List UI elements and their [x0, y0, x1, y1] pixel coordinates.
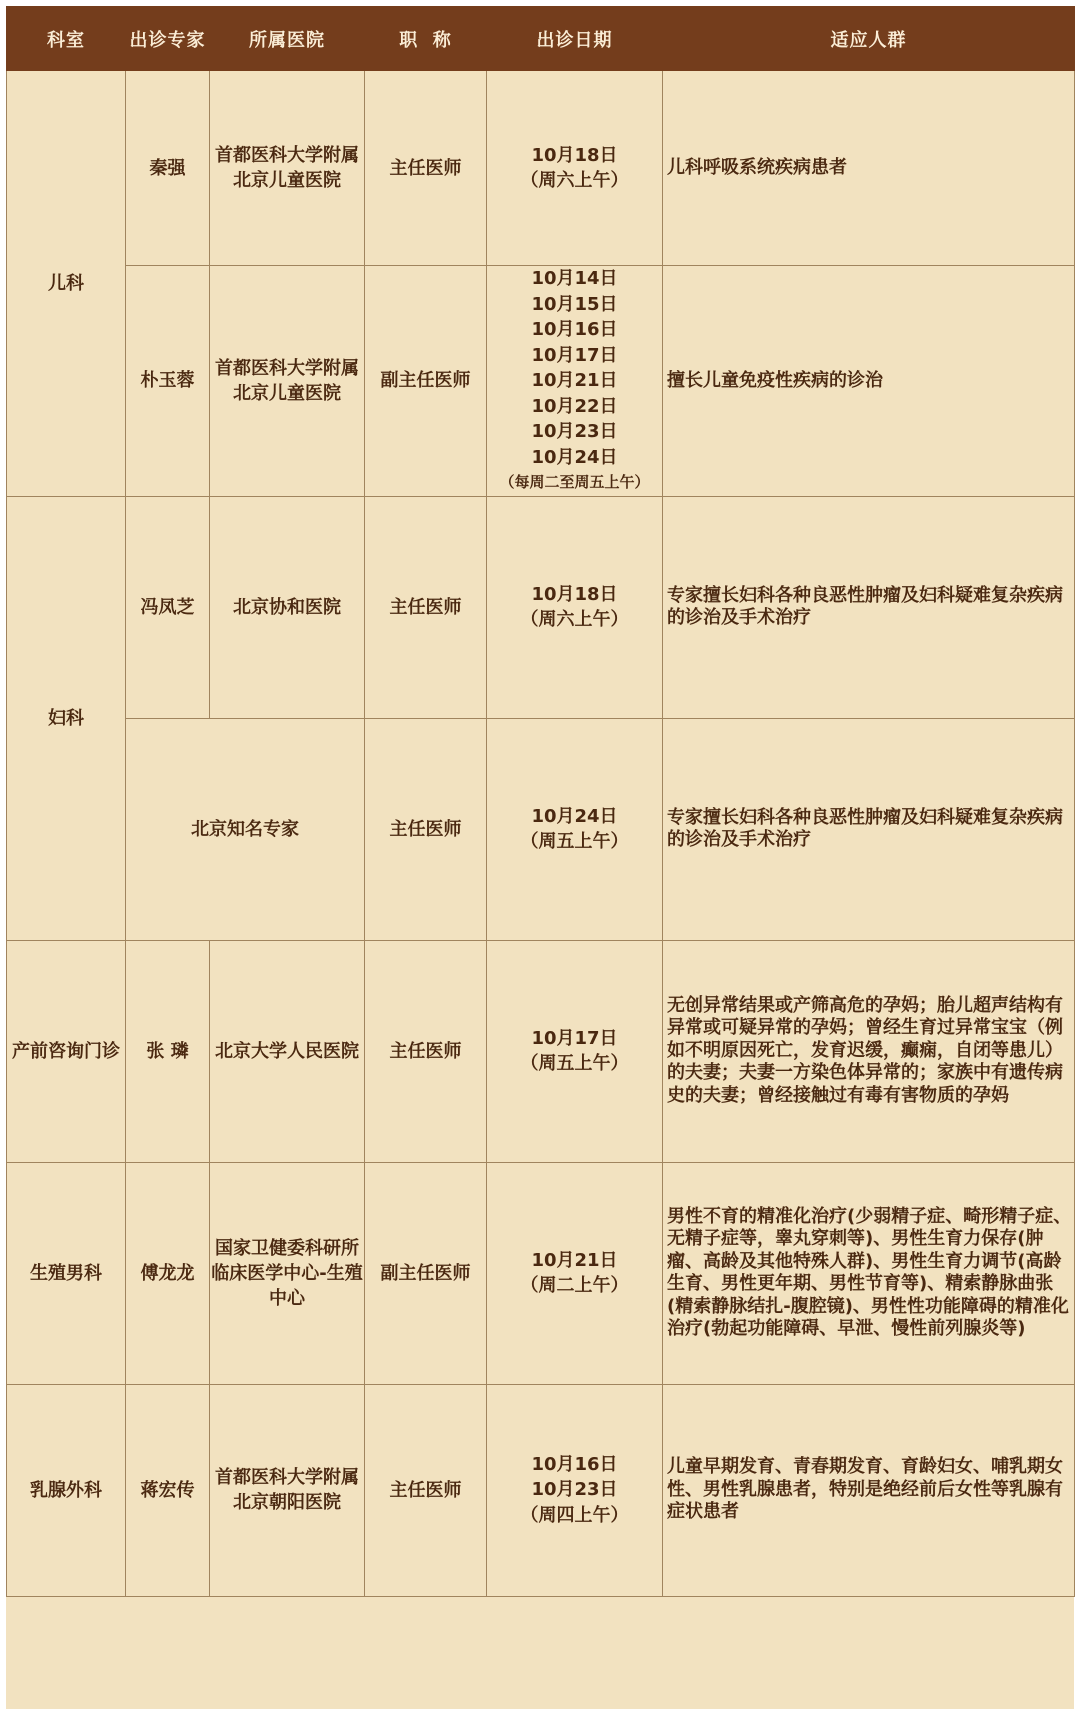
date-note: （每周二至周五上午） [499, 473, 650, 491]
hospital-line: 国家卫健委科研所 [215, 1237, 359, 1259]
date-note: （周五上午） [520, 831, 629, 852]
hospital-line: 北京儿童医院 [233, 170, 341, 191]
hospital-line: 北京大学人民医院 [215, 1040, 359, 1062]
date-line: 10月18日 [531, 583, 618, 605]
table-row [7, 1384, 1075, 1596]
target-cell: 男性不育的精准化治疗(少弱精子症、畸形精子症、无精子症等，睾丸穿刺等)、男性生育力保存(肿瘤、高龄及其他特殊人群)、男性生育力调节(高龄生育、男性更年期、男性节育等)、精索静脉曲张(精索静脉结扎-腹腔镜)、男性性功能障碍的精准化治疗(勃起功能障碍、早泄、慢性前列腺炎等) [663, 1162, 1075, 1384]
clinic-schedule-table [6, 6, 1075, 1597]
dept-cell: 产前咨询门诊 [7, 940, 126, 1162]
hospital-cell [210, 266, 365, 497]
date-line: 10月18日 [531, 144, 618, 166]
hospital-line: 北京儿童医院 [233, 382, 341, 404]
date-cell [487, 940, 663, 1162]
table-row [7, 266, 1075, 497]
expert-hospital-cell: 北京知名专家 [126, 718, 365, 940]
date-note: （周六上午） [520, 170, 629, 191]
date-line: 10月22日 [531, 395, 618, 417]
date-cell [487, 1162, 663, 1384]
date-line: 10月24日 [531, 446, 618, 468]
header-hospital: 所属医院 [210, 7, 365, 71]
date-cell [487, 71, 663, 266]
hospital-cell [210, 1162, 365, 1384]
date-note: （周六上午） [520, 609, 629, 630]
target-cell: 擅长儿童免疫性疾病的诊治 [663, 266, 1075, 497]
date-line: 10月16日 [531, 319, 618, 340]
date-line: 10月14日 [531, 268, 618, 289]
hospital-cell [210, 940, 365, 1162]
title-cell: 主任医师 [365, 71, 487, 266]
table-row [7, 718, 1075, 940]
title-cell: 主任医师 [365, 718, 487, 940]
hospital-line: 北京协和医院 [233, 596, 341, 618]
header-dept: 科室 [7, 7, 126, 71]
expert-cell: 朴玉蓉 [126, 266, 210, 497]
target-cell: 专家擅长妇科各种良恶性肿瘤及妇科疑难复杂疾病的诊治及手术治疗 [663, 496, 1075, 718]
date-note: （周五上午） [520, 1053, 629, 1074]
header-row [7, 7, 1075, 71]
date-line: 10月23日 [531, 1479, 618, 1501]
hospital-line: 首都医科大学附属 [215, 145, 359, 166]
hospital-cell [210, 71, 365, 266]
date-line: 10月17日 [531, 344, 618, 366]
table-row [7, 71, 1075, 266]
date-line: 10月16日 [531, 1453, 618, 1475]
table-row [7, 940, 1075, 1162]
date-cell [487, 496, 663, 718]
title-cell: 副主任医师 [365, 1162, 487, 1384]
hospital-cell [210, 496, 365, 718]
target-cell: 儿童早期发育、青春期发育、育龄妇女、哺乳期女性、男性乳腺患者，特别是绝经前后女性等乳腺有症状患者 [663, 1384, 1075, 1596]
header-title: 职 称 [365, 7, 487, 71]
target-cell: 专家擅长妇科各种良恶性肿瘤及妇科疑难复杂疾病的诊治及手术治疗 [663, 718, 1075, 940]
expert-cell: 冯凤芝 [126, 496, 210, 718]
target-cell: 儿科呼吸系统疾病患者 [663, 71, 1075, 266]
expert-cell: 秦强 [126, 71, 210, 266]
date-note: （周四上午） [520, 1504, 629, 1526]
expert-cell: 蒋宏传 [126, 1384, 210, 1596]
title-cell: 副主任医师 [365, 266, 487, 497]
dept-cell: 妇科 [7, 496, 126, 940]
schedule-sheet [6, 6, 1074, 1709]
hospital-line: 中心 [269, 1287, 305, 1309]
title-cell: 主任医师 [365, 940, 487, 1162]
hospital-cell [210, 1384, 365, 1596]
target-cell: 无创异常结果或产筛高危的孕妈；胎儿超声结构有异常或可疑异常的孕妈；曾经生育过异常宝宝（例如不明原因死亡，发育迟缓，癫痫，自闭等患儿）的夫妻；夫妻一方染色体异常的；家族中有遗传病史的夫妻；曾经接触过有毒有害物质的孕妈 [663, 940, 1075, 1162]
date-line: 10月23日 [531, 421, 618, 442]
table-row [7, 496, 1075, 718]
hospital-line: 临床医学中心-生殖 [211, 1262, 363, 1284]
date-line: 10月17日 [531, 1027, 618, 1049]
dept-cell: 生殖男科 [7, 1162, 126, 1384]
header-date: 出诊日期 [487, 7, 663, 71]
title-cell: 主任医师 [365, 1384, 487, 1596]
date-cell [487, 718, 663, 940]
hospital-line: 北京朝阳医院 [233, 1492, 341, 1513]
date-line: 10月21日 [531, 1249, 618, 1271]
title-cell: 主任医师 [365, 496, 487, 718]
hospital-line: 首都医科大学附属 [215, 1467, 359, 1488]
expert-cell: 傅龙龙 [126, 1162, 210, 1384]
date-cell [487, 1384, 663, 1596]
hospital-line: 首都医科大学附属 [215, 357, 359, 379]
table-row [7, 1162, 1075, 1384]
date-line: 10月21日 [531, 370, 618, 391]
expert-cell: 张 璘 [126, 940, 210, 1162]
header-expert: 出诊专家 [126, 7, 210, 71]
date-cell [487, 266, 663, 497]
dept-cell: 乳腺外科 [7, 1384, 126, 1596]
date-line: 10月24日 [531, 805, 618, 827]
date-note: （周二上午） [520, 1275, 629, 1296]
date-line: 10月15日 [531, 293, 618, 315]
header-target: 适应人群 [663, 7, 1075, 71]
dept-cell: 儿科 [7, 71, 126, 497]
